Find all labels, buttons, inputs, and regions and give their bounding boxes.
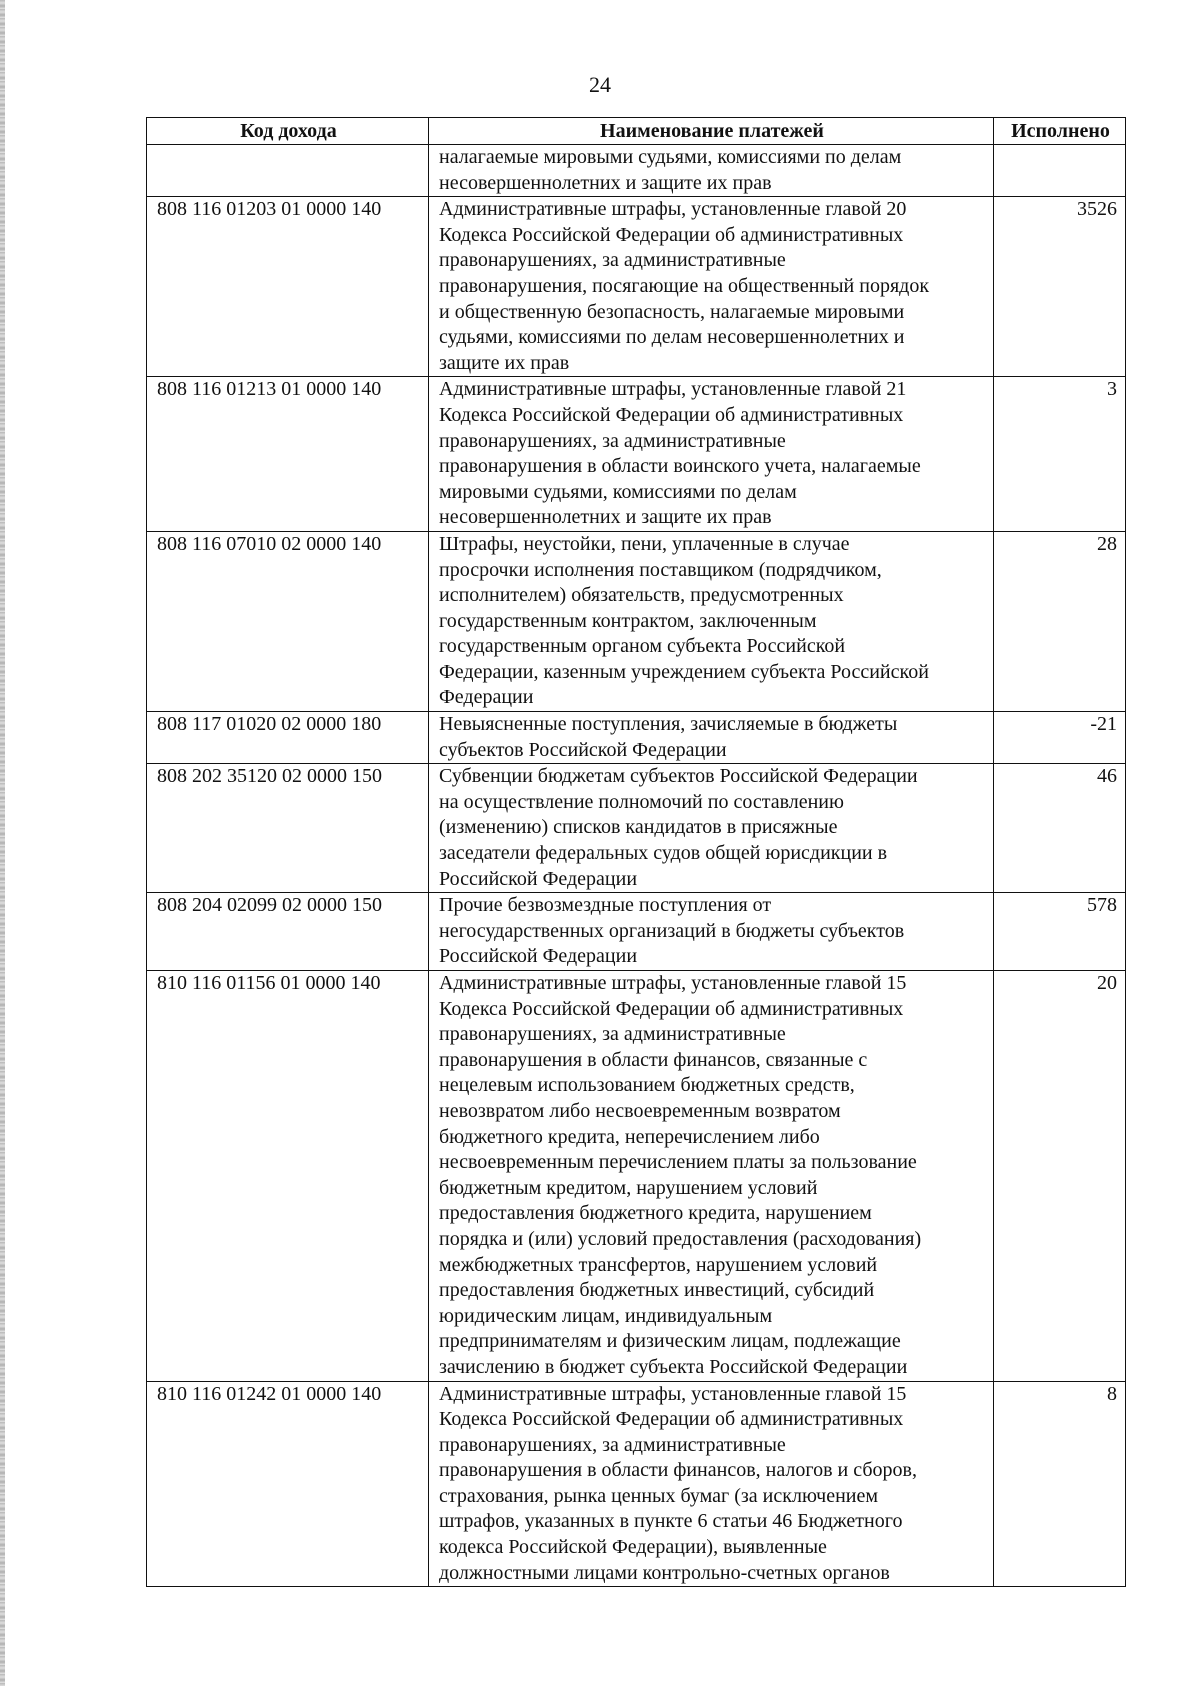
- executed-amount: 578: [994, 893, 1126, 971]
- payment-name: Административные штрафы, установленные главой 20 Кодекса Российской Федерации об административных правонарушениях, за административные правонарушения, посягающие на общественный порядок и общественную безопасность, налагаемые мировыми судьями, комиссиями по делам несовершеннолетних и защите их прав: [429, 197, 994, 377]
- executed-amount: 3526: [994, 197, 1126, 377]
- header-code: Код дохода: [147, 118, 429, 145]
- income-code: 808 202 35120 02 0000 150: [147, 764, 429, 893]
- payment-name: Административные штрафы, установленные главой 15 Кодекса Российской Федерации об административных правонарушениях, за административные правонарушения в области финансов, связанные с нецелевым использованием бюджетных средств, невозвратом либо несвоевременным возвратом бюджетного кредита, неперечислением либо несвоевременным перечислением платы за пользование бюджетным кредитом, нарушением условий предоставления бюджетного кредита, нарушением порядка и (или) условий предоставления (расходования) межбюджетных трансфертов, нарушением условий предоставления бюджетных инвестиций, субсидий юридическим лицам, индивидуальным предпринимателям и физическим лицам, подлежащие зачислению в бюджет субъекта Российской Федерации: [429, 971, 994, 1382]
- payment-name: Административные штрафы, установленные главой 15 Кодекса Российской Федерации об административных правонарушениях, за административные правонарушения в области финансов, налогов и сборов, страхования, рынка ценных бумаг (за исключением штрафов, указанных в пункте 6 статьи 46 Бюджетного кодекса Российской Федерации), выявленные должностными лицами контрольно-счетных органов: [429, 1381, 994, 1587]
- table-row: [147, 145, 1126, 197]
- executed-amount: 46: [994, 764, 1126, 893]
- executed-amount: 8: [994, 1381, 1126, 1587]
- table-row: [147, 893, 1126, 971]
- income-code: [147, 145, 429, 197]
- table-row: [147, 197, 1126, 377]
- executed-amount: [994, 145, 1126, 197]
- executed-amount: -21: [994, 712, 1126, 764]
- scan-edge: [0, 0, 5, 1686]
- table-row: [147, 971, 1126, 1382]
- executed-amount: 20: [994, 971, 1126, 1382]
- revenue-table: [146, 117, 1126, 1587]
- executed-amount: 28: [994, 531, 1126, 711]
- header-name: Наименование платежей: [429, 118, 994, 145]
- table-row: [147, 712, 1126, 764]
- table-row: [147, 377, 1126, 532]
- payment-name: налагаемые мировыми судьями, комиссиями по делам несовершеннолетних и защите их прав: [429, 145, 994, 197]
- payment-name: Субвенции бюджетам субъектов Российской Федерации на осуществление полномочий по составлению (изменению) списков кандидатов в присяжные заседатели федеральных судов общей юрисдикции в Российской Федерации: [429, 764, 994, 893]
- table-row: [147, 1381, 1126, 1587]
- payment-name: Прочие безвозмездные поступления от негосударственных организаций в бюджеты субъектов Российской Федерации: [429, 893, 994, 971]
- executed-amount: 3: [994, 377, 1126, 532]
- income-code: 808 116 01213 01 0000 140: [147, 377, 429, 532]
- payment-name: Невыясненные поступления, зачисляемые в бюджеты субъектов Российской Федерации: [429, 712, 994, 764]
- income-code: 808 116 07010 02 0000 140: [147, 531, 429, 711]
- income-code: 808 116 01203 01 0000 140: [147, 197, 429, 377]
- income-code: 808 204 02099 02 0000 150: [147, 893, 429, 971]
- income-code: 810 116 01242 01 0000 140: [147, 1381, 429, 1587]
- table-row: [147, 531, 1126, 711]
- payment-name: Штрафы, неустойки, пени, уплаченные в случае просрочки исполнения поставщиком (подрядчиком, исполнителем) обязательств, предусмотренных государственным контрактом, заключенным государственным органом субъекта Российской Федерации, казенным учреждением субъекта Российской Федерации: [429, 531, 994, 711]
- income-code: 808 117 01020 02 0000 180: [147, 712, 429, 764]
- table-row: [147, 764, 1126, 893]
- income-code: 810 116 01156 01 0000 140: [147, 971, 429, 1382]
- header-done: Исполнено: [994, 118, 1126, 145]
- table-header-row: [147, 118, 1126, 145]
- page-number: 24: [589, 72, 611, 97]
- payment-name: Административные штрафы, установленные главой 21 Кодекса Российской Федерации об административных правонарушениях, за административные правонарушения в области воинского учета, налагаемые мировыми судьями, комиссиями по делам несовершеннолетних и защите их прав: [429, 377, 994, 532]
